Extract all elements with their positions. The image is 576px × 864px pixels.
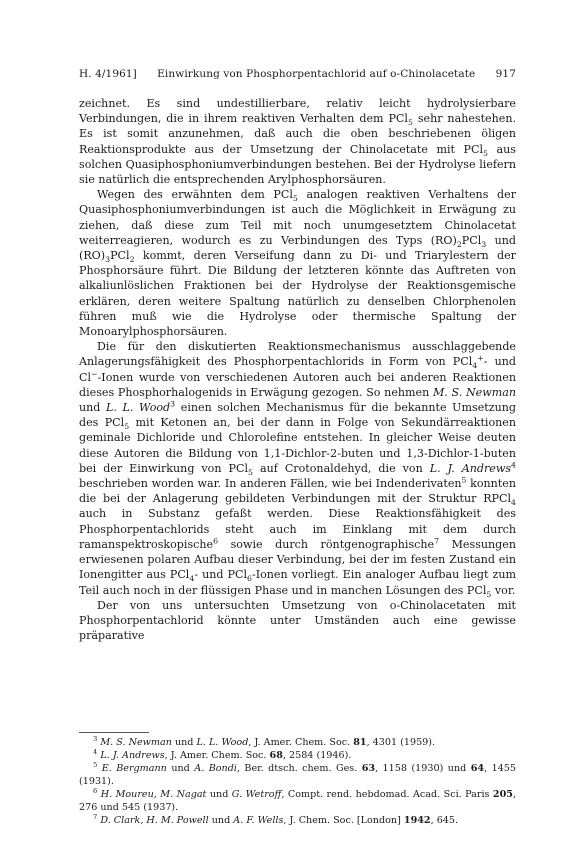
- text-run: mit Ketonen an, bei der dann in Folge von Sekundärreaktionen geminale Dichloride und Chlorolefine entstehen. In gleicher Weise deuten diese Autoren die Bildung von 1,1-Dichlor-2-buten und 1,3-Dichlor-1-buten bei der Einwirkung von PCl: [79, 416, 516, 475]
- text-run: sowie durch röntgenographische: [218, 537, 435, 551]
- footnote: [79, 762, 516, 788]
- subscript: 3: [105, 255, 111, 265]
- text-run: vor.: [491, 583, 516, 597]
- page-number: 917: [495, 68, 516, 80]
- text-run: , J. Amer. Chem. Soc.: [248, 737, 354, 748]
- footnote: [79, 736, 516, 749]
- volume-number: 205: [492, 789, 513, 800]
- paragraph: [79, 598, 516, 644]
- text-run: auf Crotonaldehyd, die von: [252, 461, 430, 475]
- subscript: 5: [124, 422, 130, 432]
- author-name: L. J. Andrews: [100, 750, 165, 761]
- volume-number: 63: [361, 763, 376, 774]
- author-name: H. Moureu, M. Nagat: [100, 789, 207, 800]
- text-run: , 2584 (1946).: [282, 750, 352, 761]
- subscript: 2: [129, 255, 135, 265]
- author-name: E. Bergmann: [101, 763, 167, 774]
- text-run: sehr nahestehen. Es ist somit anzunehmen, daß auch die oben beschriebenen öligen Reaktionsprodukte aus der Umsetzung der Chinolacetate mit PCl: [79, 112, 516, 156]
- text-run: -Ionen vorliegt. Ein analoger Aufbau liegt zum Teil auch noch in der flüssigen Phase und in manchen Lösungen des PCl: [79, 568, 516, 597]
- issue-reference: H. 4/1961]: [79, 68, 137, 80]
- text-run: PCl: [110, 249, 130, 263]
- text-run: und (RO): [79, 233, 516, 263]
- volume-number: 64: [470, 763, 485, 774]
- subscript: 2: [456, 240, 462, 250]
- author-name: M. S. Newman: [432, 385, 516, 399]
- footnote: [79, 788, 516, 814]
- footnote: [79, 814, 516, 827]
- text-run: , J. Amer. Chem. Soc.: [164, 750, 270, 761]
- superscript: 6: [93, 786, 98, 795]
- author-name: G. Wetroff: [231, 789, 282, 800]
- text-run: , 4301 (1959).: [366, 737, 436, 748]
- text-run: aus solchen Quasiphosphoniumverbindungen bestehen. Bei der Hydrolyse liefern sie natürlich die entsprechenden Arylphosphorsäuren.: [79, 142, 516, 187]
- text-run: , 645.: [430, 815, 459, 826]
- author-name: A. F. Wells: [233, 815, 284, 826]
- subscript: 6: [247, 574, 252, 584]
- text-run: auch in Substanz gefaßt werden. Diese Reaktionsfähigkeit des Phosphorpentachlorids steht auch im Einklang mit dem durch ramanspektroskopische: [79, 507, 516, 551]
- paragraph: [79, 339, 516, 597]
- text-run: und: [208, 815, 234, 826]
- author-name: D. Clark, H. M. Powell: [100, 815, 209, 826]
- text-run: und: [79, 401, 107, 415]
- footnotes: [79, 736, 516, 827]
- superscript: 5: [461, 475, 467, 485]
- author-name: L. L. Wood: [106, 401, 171, 415]
- text-run: Wegen des erwähnten dem PCl: [97, 188, 293, 202]
- author-name: L. L. Wood: [196, 737, 249, 748]
- text-run: und: [171, 737, 197, 748]
- author-name: L. J. Andrews: [429, 461, 512, 475]
- text-run: , Compt. rend. hebdomad. Acad. Sci. Paris: [281, 789, 493, 800]
- subscript: 5: [248, 468, 253, 478]
- subscript: 3: [481, 240, 487, 250]
- paragraph: [79, 96, 516, 187]
- text-run: , 1158 (1930) und: [375, 763, 471, 774]
- running-header: [79, 68, 516, 80]
- text-run: und: [166, 763, 195, 774]
- text-run: konnten die bei der Anlagerung gebildeten Verbindungen mit der Struktur RPCl: [79, 477, 516, 506]
- subscript: 5: [407, 118, 413, 128]
- superscript: 4: [93, 747, 98, 756]
- text-run: analogen reaktiven Verhaltens der Quasiphosphoniumverbindungen ist auch die Möglichkeit in Erwägung zu ziehen, daß diese zum Teil mit noch unumgesetztem Chinolacetat weiterreagieren, wodurch es zu Verbindungen des Typs (RO): [79, 188, 516, 247]
- superscript: 7: [434, 536, 440, 546]
- volume-number: 81: [353, 737, 367, 748]
- superscript: 7: [93, 812, 98, 821]
- text-run: , 276 und 545 (1937).: [79, 789, 516, 813]
- footnote-divider: [79, 732, 149, 733]
- paragraph: [79, 187, 516, 339]
- text-run: , J. Chem. Soc. [London]: [283, 815, 404, 826]
- subscript: 4: [511, 498, 516, 508]
- superscript: 5: [93, 760, 98, 769]
- text-run: - und PCl: [194, 568, 248, 582]
- subscript: 4: [472, 361, 478, 371]
- superscript: +: [477, 353, 484, 363]
- subscript: 5: [486, 589, 492, 599]
- text-run: einen solchen Mechanismus für die bekannte Umsetzung des PCl: [79, 401, 516, 430]
- volume-number: 68: [269, 750, 283, 761]
- text-run: und: [206, 789, 232, 800]
- text-run: zeichnet. Es sind undestillierbare, relativ leicht hydrolysierbare Verbindungen, die in ihrem reaktiven Verhalten dem PCl: [79, 97, 516, 126]
- author-name: M. S. Newman: [100, 737, 172, 748]
- volume-number: 1942: [403, 815, 431, 826]
- text-run: - und Cl: [79, 355, 516, 384]
- subscript: 5: [483, 148, 488, 158]
- text-run: , 1455 (1931).: [79, 763, 516, 787]
- author-name: A. Bondi: [194, 763, 237, 774]
- subscript: 4: [189, 574, 195, 584]
- text-run: kommt, deren Verseifung dann zu Di- und Triarylestern der Phosphorsäure führt. Die Bildung der letzteren könnte das Auftreten von alkaliunlöslichen Fraktionen bei der Hydrolyse der Reaktionsgemische erklären, deren weitere Spaltung natürlich zu denselben Chlorphenolen führen muß wie die Hydrolyse oder thermische Spaltung der Monoarylphosphorsäuren.: [79, 249, 516, 339]
- body-text: [79, 96, 516, 643]
- superscript: −: [91, 368, 98, 378]
- superscript: 6: [213, 536, 219, 546]
- text-run: Messungen erwiesenen polaren Aufbau dieser Verbindung, bei der im festen Zustand ein Ionengitter aus PCl: [79, 537, 516, 582]
- running-title: Einwirkung von Phosphorpentachlorid auf o-Chinolacetate: [157, 68, 476, 80]
- text-run: Der von uns untersuchten Umsetzung von o-Chinolacetaten mit Phosphorpentachlorid könnte unter Umständen auch eine gewisse präparative: [79, 598, 516, 643]
- footnote: [79, 749, 516, 762]
- superscript: 4: [511, 460, 516, 470]
- text-run: beschrieben worden war. In anderen Fällen, wie bei Indenderivaten: [79, 477, 462, 491]
- text-run: Die für den diskutierten Reaktionsmechanismus ausschlaggebende Anlagerungsfähigkeit des Phosphorpentachlorids in Form von PCl: [79, 340, 516, 369]
- subscript: 5: [292, 194, 298, 204]
- text-run: -Ionen wurde von verschiedenen Autoren auch bei anderen Reaktionen dieses Phosphorhalogenids in Erwägung gezogen. So nehmen: [79, 370, 516, 399]
- superscript: 3: [170, 399, 176, 409]
- text-run: , Ber. dtsch. chem. Ges.: [236, 763, 362, 774]
- text-run: PCl: [461, 233, 482, 247]
- superscript: 3: [93, 734, 98, 743]
